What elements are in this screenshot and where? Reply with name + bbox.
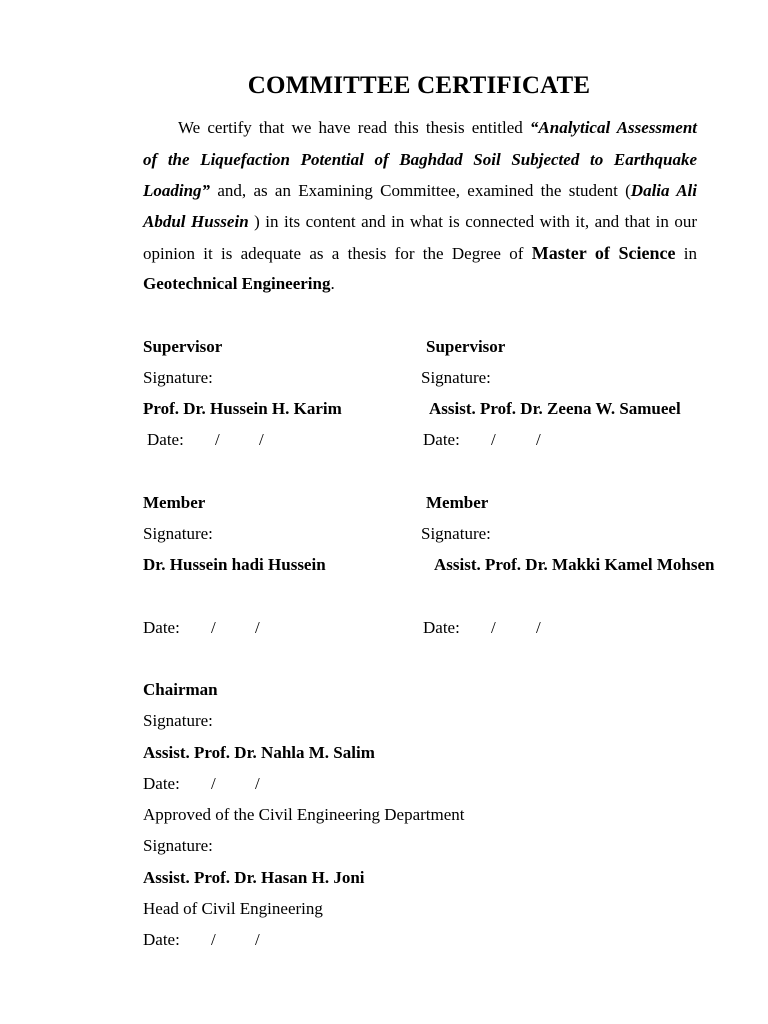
supervisor-left-signature-label: Signature: [143,368,213,387]
date-slash: / [211,618,216,637]
department-signature-label: Signature: [143,836,213,855]
supervisor-left-date-label: Date: [147,430,184,449]
date-slash: / [215,430,220,449]
student-name-start: Dalia Ali [630,181,697,200]
chairman-name: Assist. Prof. Dr. Nahla M. Salim [143,743,375,762]
intro-line-2: of the Liquefaction Potential of Baghdad Soil Subjected to Earthquake [143,150,697,169]
student-name-end: Abdul Hussein [143,212,249,231]
page-title: COMMITTEE CERTIFICATE [247,72,591,99]
member-right-signature-label: Signature: [421,524,491,543]
intro-text: We certify that we have read this thesis entitled [178,118,530,137]
member-left-name: Dr. Hussein hadi Hussein [143,555,326,574]
intro-line-1 [143,116,697,140]
member-right-name: Assist. Prof. Dr. Makki Kamel Mohsen [434,555,715,574]
supervisor-right-date-label: Date: [423,430,460,449]
intro-line-4 [143,210,697,234]
intro-line-3 [143,179,697,203]
thesis-title-end: Loading” [143,181,211,200]
department-head-name: Assist. Prof. Dr. Hasan H. Joni [143,868,365,887]
intro-line-5 [143,241,697,265]
supervisor-right-signature-label: Signature: [421,368,491,387]
date-slash: / [536,618,541,637]
department-head-position: Head of Civil Engineering [143,899,323,918]
chairman-role: Chairman [143,680,218,699]
member-left-role: Member [143,493,206,512]
specialization: Geotechnical Engineering [143,274,331,293]
member-right-role: Member [426,493,489,512]
date-slash: / [259,430,264,449]
department-approval: Approved of the Civil Engineering Department [143,805,465,824]
date-slash: / [211,930,216,949]
supervisor-left-name: Prof. Dr. Hussein H. Karim [143,399,342,418]
chairman-signature-label: Signature: [143,711,213,730]
department-date-label: Date: [143,930,180,949]
intro-line-6 [143,272,697,296]
member-left-date-label: Date: [143,618,180,637]
date-slash: / [491,430,496,449]
date-slash: / [255,930,260,949]
date-slash: / [255,774,260,793]
date-slash: / [255,618,260,637]
intro-text: and, as an Examining Committee, examined the student ( [210,181,631,200]
degree-name: Master of Science [531,243,676,263]
thesis-title-start: “Analytical Assessment [529,118,697,137]
chairman-date-label: Date: [143,774,180,793]
intro-text: . [330,274,335,293]
intro-text: in [675,244,697,263]
supervisor-left-role: Supervisor [143,337,223,356]
supervisor-right-name: Assist. Prof. Dr. Zeena W. Samueel [429,399,681,418]
member-right-date-label: Date: [423,618,460,637]
supervisor-right-role: Supervisor [426,337,506,356]
date-slash: / [536,430,541,449]
date-slash: / [211,774,216,793]
intro-text: ) in its content and in what is connected with it, and that in our [248,212,697,231]
date-slash: / [491,618,496,637]
intro-text: opinion it is adequate as a thesis for the Degree of [143,244,532,263]
member-left-signature-label: Signature: [143,524,213,543]
